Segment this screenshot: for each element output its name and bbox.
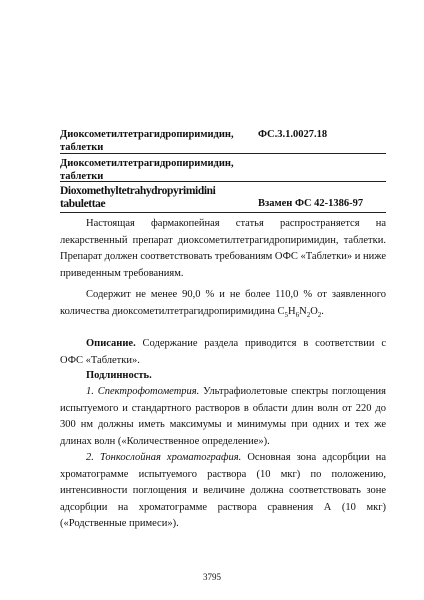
title-russian-2: Диоксометилтетрагидропиримидин, таблетки	[60, 158, 234, 182]
identification-1-label: 1. Спектрофотометрия.	[86, 386, 200, 397]
title-russian-1: Диоксометилтетрагидропиримидин, таблетки	[60, 129, 234, 153]
content-paragraph	[60, 287, 386, 323]
description-paragraph	[60, 336, 386, 369]
molecular-formula: $C_5H_6N_2O_2$.	[277, 305, 324, 319]
page-number: 3795	[203, 572, 221, 582]
identification-1	[60, 384, 386, 450]
header-divider-2	[60, 181, 386, 182]
identity-heading: Подлинность.	[86, 370, 152, 381]
identification-2	[60, 450, 386, 533]
description-text: Содержание раздела приводится в соответствии с ОФС «Таблетки».	[60, 338, 386, 366]
content-text: Содержит не менее 90,0 % и не более 110,0 % от заявленного количества диоксометилтетрагидропиримидина	[60, 289, 386, 317]
title-latin: Dioxomethyltetrahydropyrimidini tabulettae	[60, 185, 216, 210]
identification-2-label: 2. Тонкослойная хроматография.	[86, 452, 242, 463]
identification-2-text: Основная зона адсорбции на хроматограмме испытуемого раствора (10 мкг) по положению, интенсивности поглощения и величине должна соответствовать зоне адсорбции на хроматограмме раствора сравнения А (10 мкг) («Родственные примеси»).	[60, 452, 386, 529]
intro-paragraph: Настоящая фармакопейная статья распространяется на лекарственный препарат диоксометилтетрагидропиримидин, таблетки. Препарат должен соответствовать требованиям ОФС «Таблетки» и ниже приведенным требованиям.	[60, 218, 386, 279]
header-divider-3	[60, 212, 386, 213]
identification-1-text: Ультрафиолетовые спектры поглощения испытуемого и стандартного растворов в области длин волн от 220 до 300 нм должны иметь максимумы и минимумы при одних и тех же длинах волн («Количественное определение»).	[60, 386, 386, 447]
description-heading: Описание.	[86, 338, 136, 349]
header-divider-1	[60, 153, 386, 154]
monograph-code: ФС.3.1.0027.18	[258, 129, 328, 140]
replaces-note: Взамен ФС 42-1386-97	[258, 198, 364, 209]
